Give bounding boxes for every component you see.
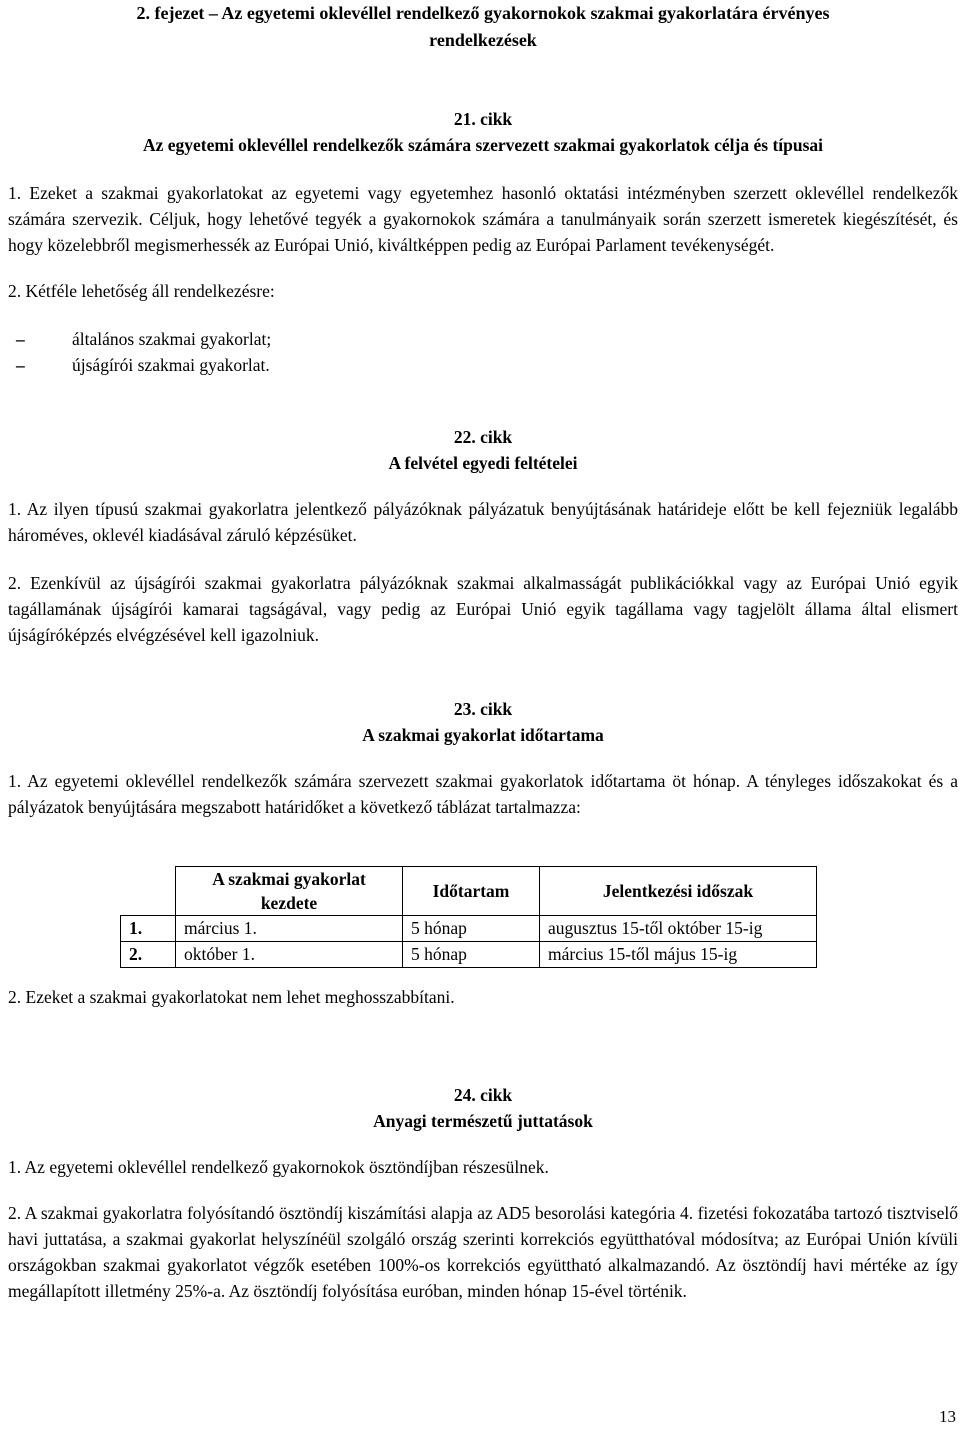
row-number: 2. (121, 942, 176, 968)
article-23-paragraph-2: 2. Ezeket a szakmai gyakorlatokat nem lehet meghosszabbítani. (8, 987, 455, 1007)
chapter-heading-line2: rendelkezések (429, 30, 537, 50)
article-23-paragraph-1: 1. Az egyetemi oklevéllel rendelkezők számára szervezett szakmai gyakorlatok időtartama öt hónap. A tényleges időszakokat és a pályázatok benyújtására megszabott határidőket a következő táblázat tartalmazza: (8, 771, 958, 817)
list-item: – újságírói szakmai gyakorlat. (8, 352, 958, 378)
document-page (8, 0, 958, 1304)
article-24-paragraph-1: 1. Az egyetemi oklevéllel rendelkező gyakornokok ösztöndíjban részesülnek. (8, 1157, 549, 1177)
row-number: 1. (121, 916, 176, 942)
table-row (121, 916, 817, 942)
header-duration: Időtartam (403, 867, 540, 916)
header-start: A szakmai gyakorlat kezdete (176, 867, 403, 916)
article-21-number: 21. cikk (453, 109, 513, 129)
article-24-paragraph-2: 2. A szakmai gyakorlatra folyósítandó ösztöndíj kiszámítási alapja az AD5 besorolási kategória 4. fizetési fokozatába tartozó tisztviselő havi juttatása, a szakmai gyakorlat helyszínéül szolgáló ország szerinti korrekciós együtthatóval módosítva; az Európai Unión kívüli országokban szakmai gyakorlatot végzők esetében 100%-os korrekciós együttható alkalmazandó. Az ösztöndíj havi mértéke az így megállapított illetmény 25%-a. Az ösztöndíj folyósítása euróban, minden hónap 15-ével történik. (8, 1203, 958, 1301)
schedule-table (120, 866, 817, 968)
list-item: – általános szakmai gyakorlat; (8, 326, 958, 352)
row-start: március 1. (176, 916, 403, 942)
row-duration: 5 hónap (403, 916, 540, 942)
article-21-paragraph-2: 2. Kétféle lehetőség áll rendelkezésre: (8, 281, 275, 301)
internship-types-list (8, 326, 958, 378)
article-22-paragraph-1: 1. Az ilyen típusú szakmai gyakorlatra jelentkező pályázóknak pályázatuk benyújtásának határideje előtt be kell fejezniük legalább hároméves, oklevél kiadásával záruló képzésüket. (8, 499, 958, 545)
table-header-row (121, 867, 817, 916)
table-row (121, 942, 817, 968)
article-22-number: 22. cikk (453, 427, 513, 447)
article-24-number: 24. cikk (453, 1085, 513, 1105)
chapter-heading-line1: 2. fejezet – Az egyetemi oklevéllel rendelkező gyakornokok szakmai gyakorlatára érvényes (136, 3, 830, 23)
row-period: augusztus 15-től október 15-ig (540, 916, 817, 942)
article-21-title: Az egyetemi oklevéllel rendelkezők számára szervezett szakmai gyakorlatok célja és típusai (142, 135, 824, 155)
article-22-paragraph-2: 2. Ezenkívül az újságírói szakmai gyakorlatra pályázóknak szakmai alkalmasságát publikációkkal vagy az Európai Unió egyik tagállamának újságírói kamarai tagságával, vagy pedig az Európai Unió egyik tagállama vagy tagjelölt állama által elismert újságíróképzés elvégzésével kell igazolniuk. (8, 573, 958, 645)
chapter-heading (8, 0, 958, 54)
article-23-number: 23. cikk (453, 699, 513, 719)
article-24-title: Anyagi természetű juttatások (373, 1111, 593, 1131)
article-22-title: A felvétel egyedi feltételei (388, 453, 578, 473)
article-23-title: A szakmai gyakorlat időtartama (362, 725, 604, 745)
row-period: március 15-től május 15-ig (540, 942, 817, 968)
article-21-paragraph-1: 1. Ezeket a szakmai gyakorlatokat az egyetemi vagy egyetemhez hasonló oktatási intézményben szerzett oklevéllel rendelkezők számára szervezik. Céljuk, hogy lehetővé tegyék a gyakornokok számára a tanulmányaik során szerzett ismeretek kiegészítését, és hogy közelebbről megismerhessék az Európai Unió, kiváltképpen pedig az Európai Parlament tevékenységét. (8, 183, 958, 255)
header-period: Jelentkezési időszak (540, 867, 817, 916)
row-duration: 5 hónap (403, 942, 540, 968)
page-number: 13 (939, 1407, 956, 1426)
row-start: október 1. (176, 942, 403, 968)
